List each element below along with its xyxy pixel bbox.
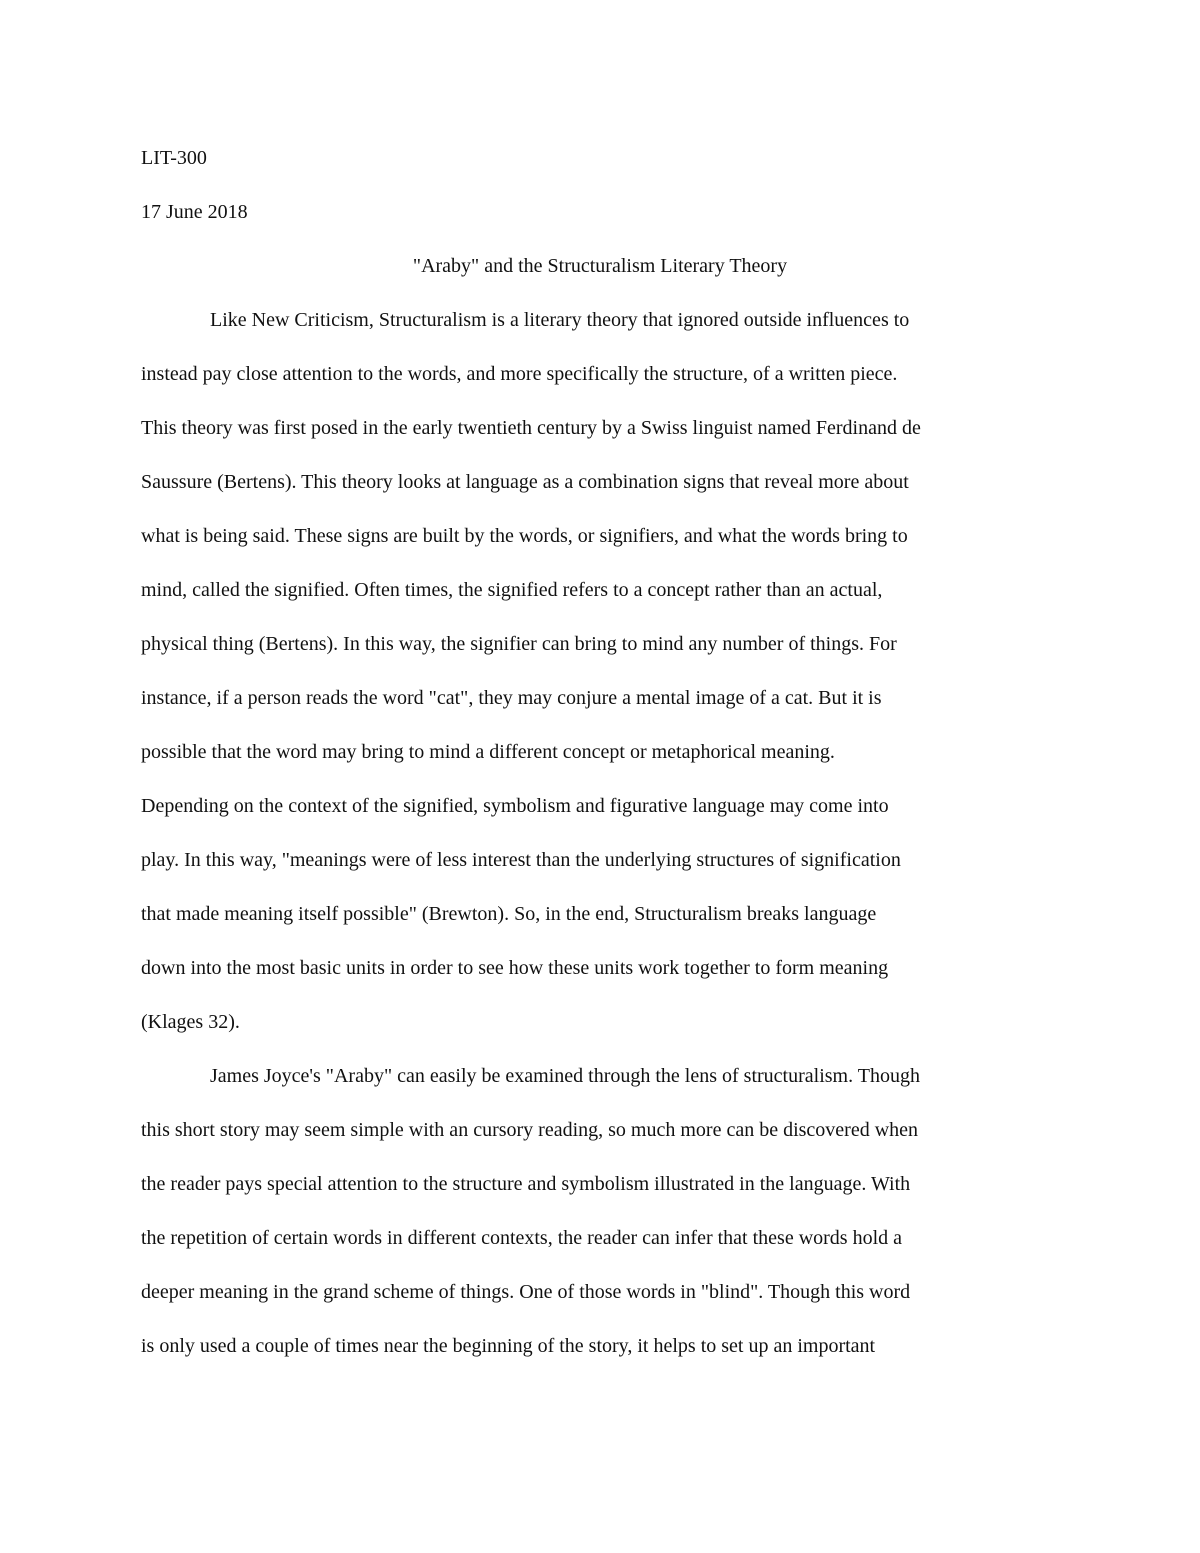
course-code: LIT-300 [141, 147, 207, 169]
paragraph-line: Depending on the context of the signified, symbolism and figurative language may come into [141, 795, 889, 817]
paragraph-line: (Klages 32). [141, 1011, 240, 1033]
paragraph-line: possible that the word may bring to mind a different concept or metaphorical meaning. [141, 741, 835, 763]
paragraph-line: the reader pays special attention to the structure and symbolism illustrated in the language. With [141, 1173, 911, 1195]
essay-date: 17 June 2018 [141, 201, 248, 223]
paragraph-line: instead pay close attention to the words, and more specifically the structure, of a written piece. [141, 363, 898, 385]
paragraph-line: instance, if a person reads the word "cat", they may conjure a mental image of a cat. But it is [141, 687, 882, 709]
paragraph-line: James Joyce's "Araby" can easily be examined through the lens of structuralism. Though [210, 1065, 920, 1087]
paragraph-line: is only used a couple of times near the beginning of the story, it helps to set up an important [141, 1335, 876, 1357]
paragraph-line: Like New Criticism, Structuralism is a literary theory that ignored outside influences to [210, 309, 910, 331]
paragraph-line: the repetition of certain words in different contexts, the reader can infer that these words hold a [141, 1227, 903, 1249]
paragraph-line: what is being said. These signs are built by the words, or signifiers, and what the words bring to [141, 525, 908, 547]
paragraph-line: this short story may seem simple with an cursory reading, so much more can be discovered when [141, 1119, 919, 1141]
paragraph-line: deeper meaning in the grand scheme of things. One of those words in "blind". Though this word [141, 1281, 911, 1303]
paragraph-line: physical thing (Bertens). In this way, the signifier can bring to mind any number of things. For [141, 633, 897, 655]
essay-title: "Araby" and the Structuralism Literary Theory [412, 255, 788, 277]
paragraph-line: that made meaning itself possible" (Brewton). So, in the end, Structuralism breaks language [141, 903, 877, 925]
paragraph-line: play. In this way, "meanings were of less interest than the underlying structures of signification [141, 849, 901, 871]
paragraph-line: mind, called the signified. Often times, the signified refers to a concept rather than an actual, [141, 579, 883, 601]
paragraph-line: This theory was first posed in the early twentieth century by a Swiss linguist named Ferdinand de [141, 417, 921, 439]
paragraph-line: down into the most basic units in order to see how these units work together to form meaning [141, 957, 889, 979]
paragraph-line: Saussure (Bertens). This theory looks at language as a combination signs that reveal more about [141, 471, 909, 493]
